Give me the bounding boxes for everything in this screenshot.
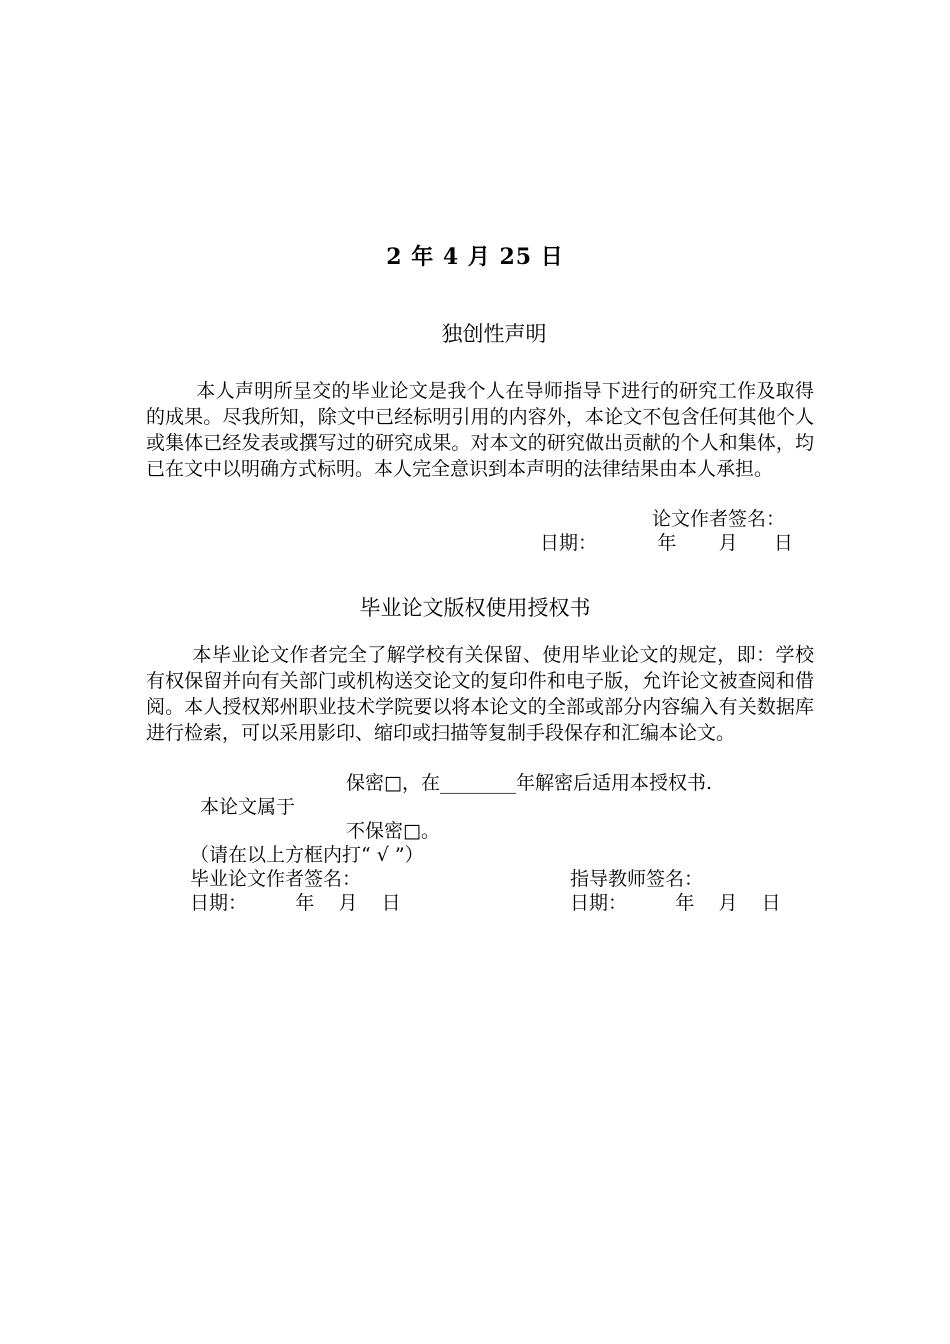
originality-text: 本人声明所呈交的毕业论文是我个人在导师指导下进行的研究工作及取得的成果。尽我所知，除文中已经标明引用的内容外，本论文不包含任何其他个人或集体已经发表或撰写过的研究成果。对本文的研究做出贡献的个人和集体，均已在文中以明确方式标明。本人完全意识到本声明的法律结果由本人承担。 <box>146 380 814 480</box>
author-sign: 毕业论文作者签名： <box>190 868 362 890</box>
originality-body <box>146 378 814 482</box>
author-date: 日期： 年 月 日 <box>190 892 401 914</box>
authorization-title: 毕业论文版权使用授权书 <box>359 596 591 620</box>
checkbox-instruction: （请在以上方框内打“ √ ”） <box>190 844 424 866</box>
authorization-body <box>146 642 814 746</box>
authorization-text: 本毕业论文作者完全了解学校有关保留、使用毕业论文的规定，即：学校有权保留并向有关部门或机构送交论文的复印件和电子版，允许论文被查阅和借阅。本人授权郑州职业技术学院要以将本论文的全部或部分内容编入有关数据库进行检索，可以采用影印、缩印或扫描等复制手段保存和汇编本论文。 <box>146 644 814 744</box>
nonsecret-option: 不保密□。 <box>346 820 440 842</box>
belongs-label: 本论文属于 <box>200 796 296 818</box>
header-date: 2 年 4 月 25 日 <box>386 244 564 270</box>
secret-option: 保密□，在________年解密后适用本授权书. <box>346 772 712 794</box>
originality-title: 独创性声明 <box>441 322 547 346</box>
originality-date-line: 日期： 年 月 日 <box>540 532 793 554</box>
advisor-sign: 指导教师签名： <box>570 868 704 890</box>
advisor-date: 日期： 年 月 日 <box>570 892 781 914</box>
originality-author-sign: 论文作者签名： <box>652 508 786 530</box>
